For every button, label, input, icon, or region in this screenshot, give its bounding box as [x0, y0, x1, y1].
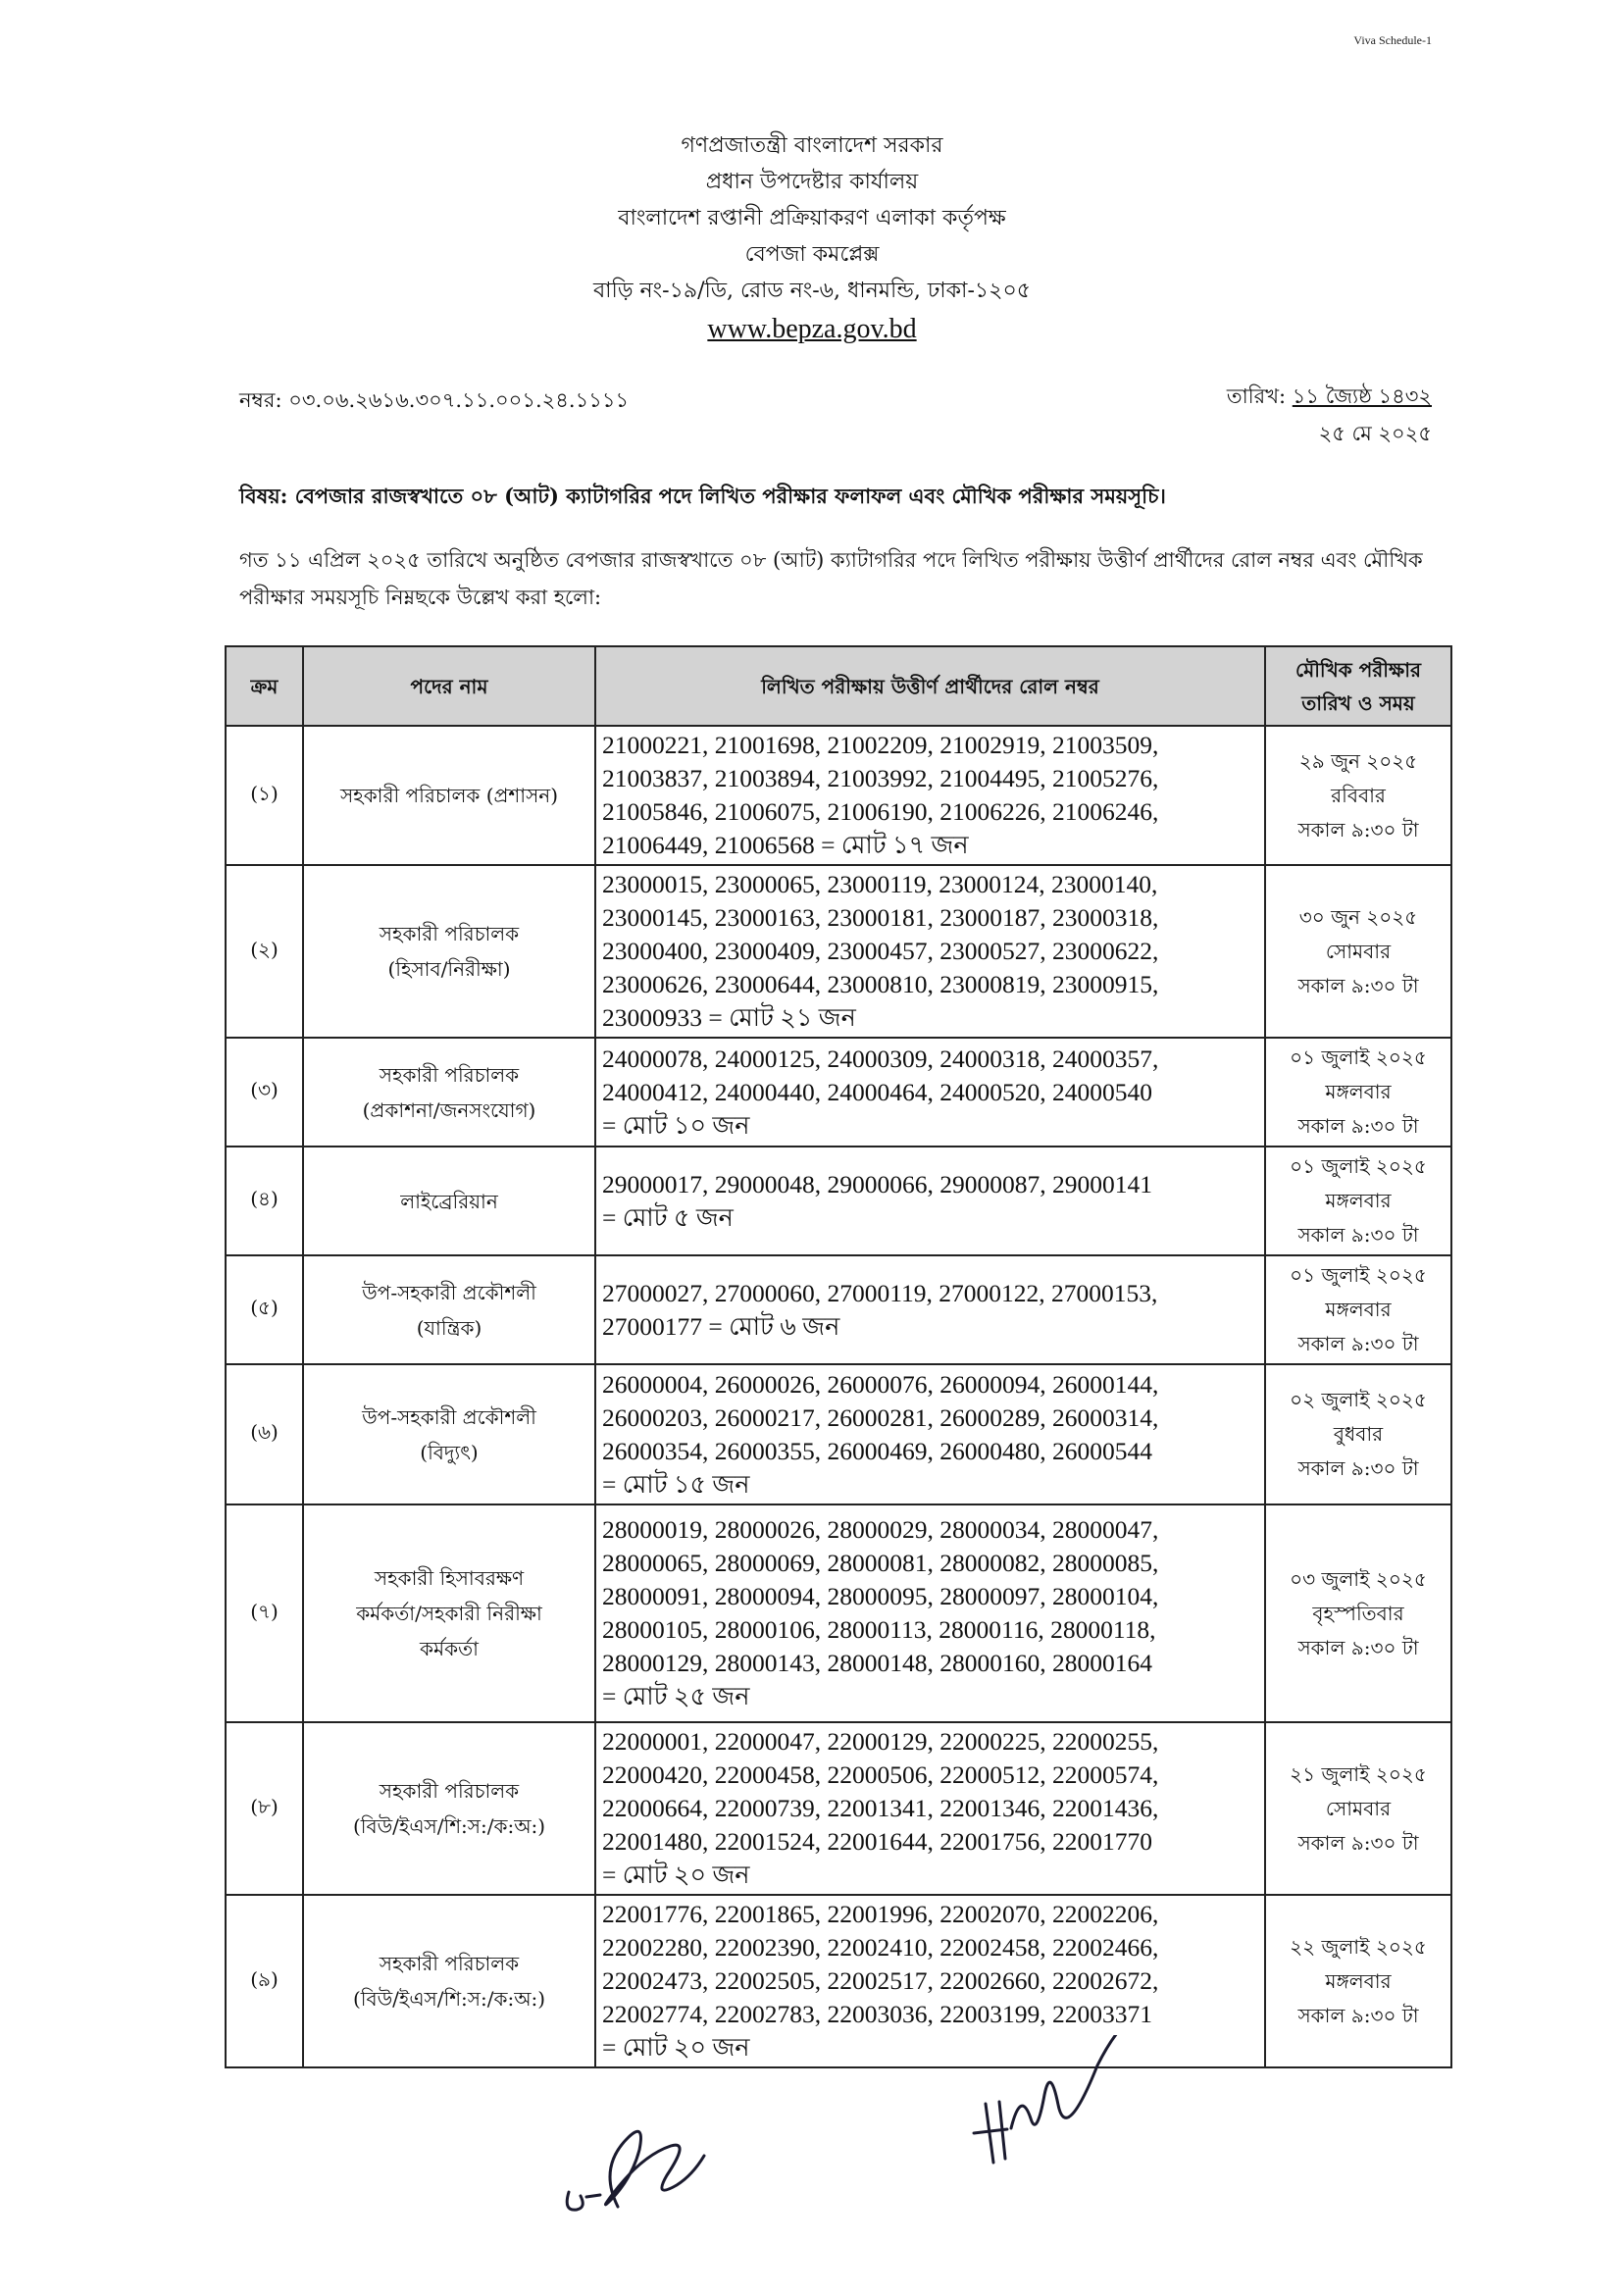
signature-right — [956, 2035, 1192, 2182]
post-name-cell: সহকারী পরিচালক (হিসাব/নিরীক্ষা) — [303, 865, 595, 1038]
viva-time: সকাল ৯:৩০ টা — [1297, 1456, 1419, 1480]
serial-cell: (২) — [226, 865, 303, 1038]
intro-paragraph: গত ১১ এপ্রিল ২০২৫ তারিখে অনুষ্ঠিত বেপজার রাজস্বখাতে ০৮ (আট) ক্যাটাগরির পদে লিখিত পরীক্ষায় উত্তীর্ণ প্রার্থীদের রোল নম্বর এবং মৌখিক পরীক্ষার সময়সূচি নিম্নছকে উল্লেখ করা হলো: — [239, 548, 1423, 609]
post-name-cell: সহকারী পরিচালক (বিউ/ইএস/শি:স:/ক:অ:) — [303, 1722, 595, 1895]
viva-date: ০১ জুলাই ২০২৫ — [1290, 1263, 1427, 1287]
date-bangla: ১১ জ্যৈষ্ঠ ১৪৩২ — [1292, 384, 1432, 408]
viva-date: ০২ জুলাই ২০২৫ — [1290, 1388, 1427, 1411]
document-tag: Viva Schedule-1 — [1353, 33, 1432, 47]
viva-schedule-cell — [1265, 1504, 1451, 1722]
post-name-cell: সহকারী পরিচালক (প্রকাশনা/জনসংযোগ) — [303, 1038, 595, 1147]
letterhead-address: বাড়ি নং-১৯/ডি, রোড নং-৬, ধানমন্ডি, ঢাকা-১২০৫ — [592, 279, 1032, 303]
letterhead-authority: বাংলাদেশ রপ্তানী প্রক্রিয়াকরণ এলাকা কর্তৃপক্ষ — [618, 206, 1006, 230]
header-viva: মৌখিক পরীক্ষার তারিখ ও সময় — [1265, 646, 1451, 726]
serial-cell: (৩) — [226, 1038, 303, 1147]
viva-day: মঙ্গলবার — [1325, 1968, 1392, 1993]
serial-cell: (৪) — [226, 1147, 303, 1255]
table-row — [226, 1038, 1451, 1147]
viva-schedule-cell — [1265, 1722, 1451, 1895]
date-block — [1227, 378, 1432, 452]
roll-numbers-cell: 21000221, 21001698, 21002209, 21002919, 21003509, 21003837, 21003894, 21003992, 21004495, 21005276, 21005846, 21006075, 21006190, 21006226, 21006246, 21006449, 21006568 = মোট ১৭ জন — [595, 726, 1265, 865]
viva-day: সোমবার — [1325, 1796, 1392, 1820]
letterhead-website-link[interactable]: www.bepza.gov.bd — [707, 314, 917, 344]
viva-time: সকাল ৯:৩০ টা — [1297, 1114, 1419, 1138]
serial-cell: (৫) — [226, 1255, 303, 1364]
viva-day: বুধবার — [1333, 1422, 1384, 1446]
viva-time: সকাল ৯:৩০ টা — [1297, 817, 1419, 841]
letterhead — [0, 127, 1624, 347]
viva-day: রবিবার — [1331, 783, 1386, 807]
serial-cell: (৮) — [226, 1722, 303, 1895]
viva-schedule-cell — [1265, 726, 1451, 865]
date-label: তারিখ: — [1226, 384, 1287, 408]
roll-numbers-cell: 23000015, 23000065, 23000119, 23000124, 23000140, 23000145, 23000163, 23000181, 23000187, 23000318, 23000400, 23000409, 23000457, 23000527, 23000622, 23000626, 23000644, 23000810, 23000819, 23000915, 23000933 = মোট ২১ জন — [595, 865, 1265, 1038]
serial-cell: (১) — [226, 726, 303, 865]
post-name-cell: উপ-সহকারী প্রকৌশলী (বিদ্যুৎ) — [303, 1364, 595, 1504]
table-header-row — [226, 646, 1451, 726]
table-row — [226, 1504, 1451, 1722]
letterhead-office: প্রধান উপদেষ্টার কার্যালয় — [705, 170, 919, 194]
viva-schedule-cell — [1265, 865, 1451, 1038]
roll-numbers-cell: 28000019, 28000026, 28000029, 28000034, 28000047, 28000065, 28000069, 28000081, 28000082, 28000085, 28000091, 28000094, 28000095, 28000097, 28000104, 28000105, 28000106, 28000113, 28000116, 28000118, 28000129, 28000143, 28000148, 28000160, 28000164 = মোট ২৫ জন — [595, 1504, 1265, 1722]
post-name-cell: উপ-সহকারী প্রকৌশলী (যান্ত্রিক) — [303, 1255, 595, 1364]
viva-date: ২১ জুলাই ২০২৫ — [1290, 1761, 1427, 1786]
letterhead-complex: বেপজা কমপ্লেক্স — [744, 242, 880, 267]
post-name-cell: লাইব্রেরিয়ান — [303, 1147, 595, 1255]
header-serial: ক্রম — [226, 646, 303, 726]
viva-time: সকাল ৯:৩০ টা — [1297, 1223, 1419, 1247]
table-row — [226, 1147, 1451, 1255]
viva-date: ৩০ জুন ২০২৫ — [1298, 904, 1418, 929]
viva-schedule-cell — [1265, 1895, 1451, 2067]
serial-cell: (৭) — [226, 1504, 303, 1722]
table-row — [226, 1255, 1451, 1364]
date-gregorian: ২৫ মে ২০২৫ — [1318, 422, 1432, 445]
schedule-table — [225, 645, 1452, 2068]
viva-date: ০৩ জুলাই ২০২৫ — [1290, 1566, 1427, 1591]
viva-day: সোমবার — [1325, 939, 1392, 963]
letterhead-government: গণপ্রজাতন্ত্রী বাংলাদেশ সরকার — [681, 133, 943, 158]
viva-schedule-cell — [1265, 1147, 1451, 1255]
viva-day: মঙ্গলবার — [1325, 1298, 1392, 1321]
viva-time: সকাল ৯:৩০ টা — [1297, 1635, 1419, 1659]
roll-numbers-cell: 22001776, 22001865, 22001996, 22002070, 22002206, 22002280, 22002390, 22002410, 22002458, 22002466, 22002473, 22002505, 22002517, 22002660, 22002672, 22002774, 22002783, 22003036, 22003199, 22003371 = মোট ২০ জন — [595, 1895, 1265, 2067]
viva-time: সকাল ৯:৩০ টা — [1297, 1830, 1419, 1855]
subject-line: বিষয়: বেপজার রাজস্বখাতে ০৮ (আট) ক্যাটাগরির পদে লিখিত পরীক্ষার ফলাফল এবং মৌখিক পরীক্ষার সময়সূচি। — [239, 484, 1166, 508]
memo-number: নম্বর: ০৩.০৬.২৬১৬.৩০৭.১১.০০১.২৪.১১১১ — [239, 388, 630, 412]
roll-numbers-cell: 26000004, 26000026, 26000076, 26000094, 26000144, 26000203, 26000217, 26000281, 26000289, 26000314, 26000354, 26000355, 26000469, 26000480, 26000544 = মোট ১৫ জন — [595, 1364, 1265, 1504]
table-row — [226, 1722, 1451, 1895]
viva-date: ০১ জুলাই ২০২৫ — [1290, 1154, 1427, 1178]
signature-left — [549, 2060, 745, 2236]
viva-schedule-cell — [1265, 1255, 1451, 1364]
roll-numbers-cell: 29000017, 29000048, 29000066, 29000087, 29000141 = মোট ৫ জন — [595, 1147, 1265, 1255]
viva-day: মঙ্গলবার — [1325, 1189, 1392, 1212]
roll-numbers-cell: 27000027, 27000060, 27000119, 27000122, 27000153, 27000177 = মোট ৬ জন — [595, 1255, 1265, 1364]
roll-numbers-cell: 24000078, 24000125, 24000309, 24000318, 24000357, 24000412, 24000440, 24000464, 24000520, 24000540 = মোট ১০ জন — [595, 1038, 1265, 1147]
post-name-cell: সহকারী পরিচালক (প্রশাসন) — [303, 726, 595, 865]
viva-schedule-cell — [1265, 1038, 1451, 1147]
post-name-cell: সহকারী হিসাবরক্ষণ কর্মকর্তা/সহকারী নিরীক্ষা কর্মকর্তা — [303, 1504, 595, 1722]
viva-time: সকাল ৯:৩০ টা — [1297, 1332, 1419, 1355]
post-name-cell: সহকারী পরিচালক (বিউ/ইএস/শি:স:/ক:অ:) — [303, 1895, 595, 2067]
viva-schedule-cell — [1265, 1364, 1451, 1504]
table-row — [226, 1364, 1451, 1504]
table-row — [226, 1895, 1451, 2067]
roll-numbers-cell: 22000001, 22000047, 22000129, 22000225, 22000255, 22000420, 22000458, 22000506, 22000512, 22000574, 22000664, 22000739, 22001341, 22001346, 22001436, 22001480, 22001524, 22001644, 22001756, 22001770 = মোট ২০ জন — [595, 1722, 1265, 1895]
schedule-table-body — [226, 726, 1451, 2067]
viva-day: বৃহস্পতিবার — [1312, 1601, 1404, 1625]
viva-date: ০১ জুলাই ২০২৫ — [1290, 1045, 1427, 1069]
header-post: পদের নাম — [303, 646, 595, 726]
serial-cell: (৬) — [226, 1364, 303, 1504]
header-rolls: লিখিত পরীক্ষায় উত্তীর্ণ প্রার্থীদের রোল নম্বর — [595, 646, 1265, 726]
viva-date: ২২ জুলাই ২০২৫ — [1290, 1934, 1427, 1959]
viva-day: মঙ্গলবার — [1325, 1080, 1392, 1103]
viva-time: সকাল ৯:৩০ টা — [1297, 2003, 1419, 2027]
serial-cell: (৯) — [226, 1895, 303, 2067]
table-row — [226, 726, 1451, 865]
viva-date: ২৯ জুন ২০২৫ — [1298, 748, 1418, 773]
table-row — [226, 865, 1451, 1038]
viva-time: সকাল ৯:৩০ টা — [1297, 973, 1419, 997]
